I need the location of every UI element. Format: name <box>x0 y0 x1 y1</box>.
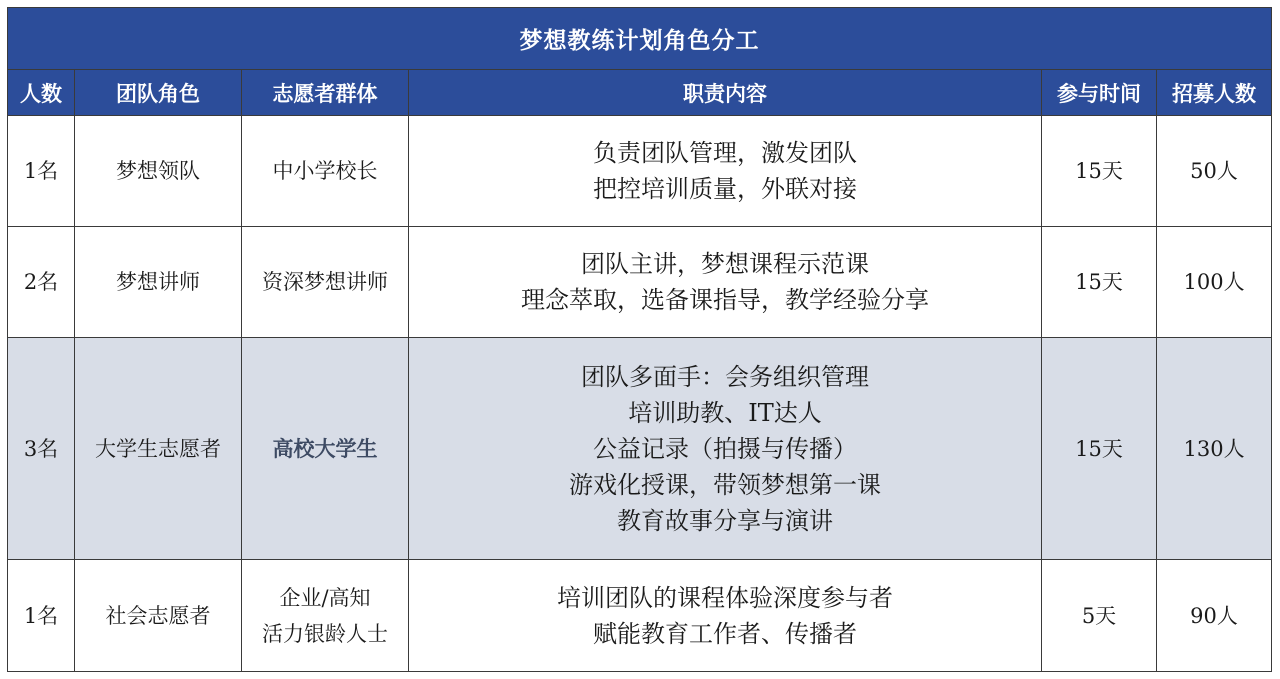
header-count: 人数 <box>8 70 75 116</box>
cell-duties <box>409 338 1042 560</box>
cell-recruit: 130人 <box>1157 338 1272 560</box>
cell-duration: 15天 <box>1042 227 1157 338</box>
cell-duration: 15天 <box>1042 338 1157 560</box>
role-table-container <box>7 7 1271 671</box>
table-row <box>8 227 1272 338</box>
cell-group <box>242 116 409 227</box>
cell-group <box>242 227 409 338</box>
table-row <box>8 116 1272 227</box>
table-row-highlighted <box>8 338 1272 560</box>
cell-recruit: 100人 <box>1157 227 1272 338</box>
cell-recruit: 50人 <box>1157 116 1272 227</box>
cell-role: 社会志愿者 <box>75 560 242 672</box>
cell-duration: 5天 <box>1042 560 1157 672</box>
cell-duties <box>409 227 1042 338</box>
cell-duties <box>409 560 1042 672</box>
duty-line: 游戏化授课，带领梦想第一课 <box>569 470 881 499</box>
table-header-row <box>8 70 1272 116</box>
cell-group <box>242 338 409 560</box>
duty-line: 教育故事分享与演讲 <box>617 506 833 535</box>
cell-count: 2名 <box>8 227 75 338</box>
cell-group <box>242 560 409 672</box>
header-team-role: 团队角色 <box>75 70 242 116</box>
cell-recruit: 90人 <box>1157 560 1272 672</box>
duty-line: 培训团队的课程体验深度参与者 <box>557 583 893 612</box>
duty-line: 负责团队管理，激发团队 <box>593 139 857 167</box>
group-line: 活力银龄人士 <box>262 621 388 646</box>
header-duration: 参与时间 <box>1042 70 1157 116</box>
cell-duration: 15天 <box>1042 116 1157 227</box>
duty-line: 把控培训质量，外联对接 <box>593 175 857 203</box>
header-volunteer-group: 志愿者群体 <box>242 70 409 116</box>
group-line: 资深梦想讲师 <box>262 270 388 294</box>
table-title-row <box>8 8 1272 70</box>
header-recruit-count: 招募人数 <box>1157 70 1272 116</box>
cell-role: 梦想领队 <box>75 116 242 227</box>
role-division-table <box>7 7 1272 672</box>
duty-line: 赋能教育工作者、传播者 <box>593 619 857 648</box>
duty-line: 理念萃取，选备课指导，教学经验分享 <box>521 286 929 314</box>
cell-role: 大学生志愿者 <box>75 338 242 560</box>
group-line: 高校大学生 <box>272 436 378 461</box>
cell-duties <box>409 116 1042 227</box>
duty-line: 公益记录（拍摄与传播） <box>593 434 857 463</box>
header-duties: 职责内容 <box>409 70 1042 116</box>
cell-count: 1名 <box>8 116 75 227</box>
duty-line: 团队多面手：会务组织管理 <box>581 362 869 391</box>
duty-line: 团队主讲，梦想课程示范课 <box>581 250 869 278</box>
table-title: 梦想教练计划角色分工 <box>8 8 1272 70</box>
group-line: 企业/高知 <box>279 585 371 610</box>
duty-line: 培训助教、IT达人 <box>628 398 822 427</box>
table-row <box>8 560 1272 672</box>
cell-role: 梦想讲师 <box>75 227 242 338</box>
cell-count: 1名 <box>8 560 75 672</box>
cell-count: 3名 <box>8 338 75 560</box>
group-line: 中小学校长 <box>272 159 378 183</box>
